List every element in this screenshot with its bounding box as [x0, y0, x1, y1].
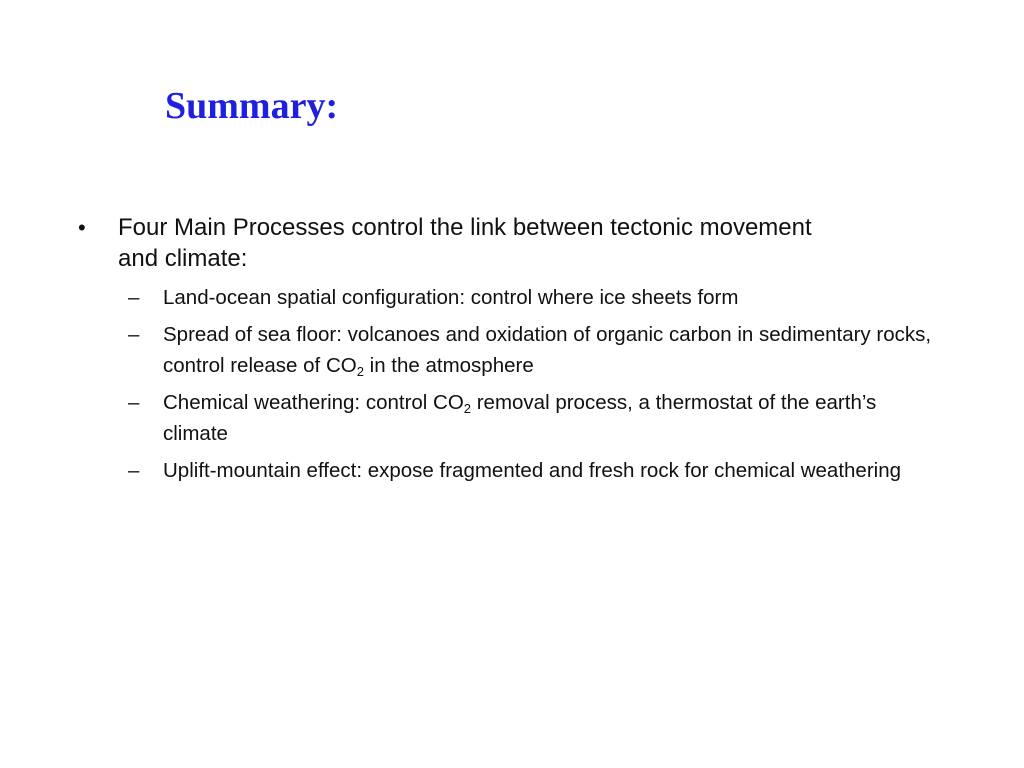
co2-subscript: 2 [356, 364, 364, 379]
sub-bullet-item [0, 455, 943, 486]
slide-content [0, 212, 1024, 492]
co2-subscript: 2 [463, 401, 472, 416]
main-bullet-text: Four Main Processes control the link between tectonic movement and climate: [118, 214, 812, 272]
sub-bullet-text [163, 323, 931, 377]
sub-bullet-text: Uplift-mountain effect: expose fragmented and fresh rock for chemical weathering [163, 459, 901, 482]
sub-bullet-text-before: Chemical weathering: control CO [163, 391, 464, 414]
sub-bullet-text: Land-ocean spatial configuration: control where ice sheets form [163, 286, 739, 309]
dash-marker: – [128, 459, 140, 482]
slide-title: Summary: [165, 85, 339, 127]
sub-bullet-list [0, 282, 1024, 486]
sub-bullet-text-before: Spread of sea floor: volcanoes and oxidation of organic carbon in sedimentary rocks, control release of CO [163, 323, 932, 377]
sub-bullet-text [163, 391, 876, 445]
sub-bullet-item [0, 387, 943, 449]
bullet-marker: • [78, 215, 86, 240]
sub-bullet-item [0, 319, 943, 381]
dash-marker: – [128, 323, 140, 346]
dash-marker: – [128, 391, 140, 414]
sub-bullet-item [0, 282, 943, 313]
main-bullet [0, 212, 848, 274]
dash-marker: – [128, 286, 140, 309]
sub-bullet-text-after: removal process, a thermostat of the earth’s climate [163, 391, 877, 445]
sub-bullet-text-after: in the atmosphere [363, 354, 534, 377]
